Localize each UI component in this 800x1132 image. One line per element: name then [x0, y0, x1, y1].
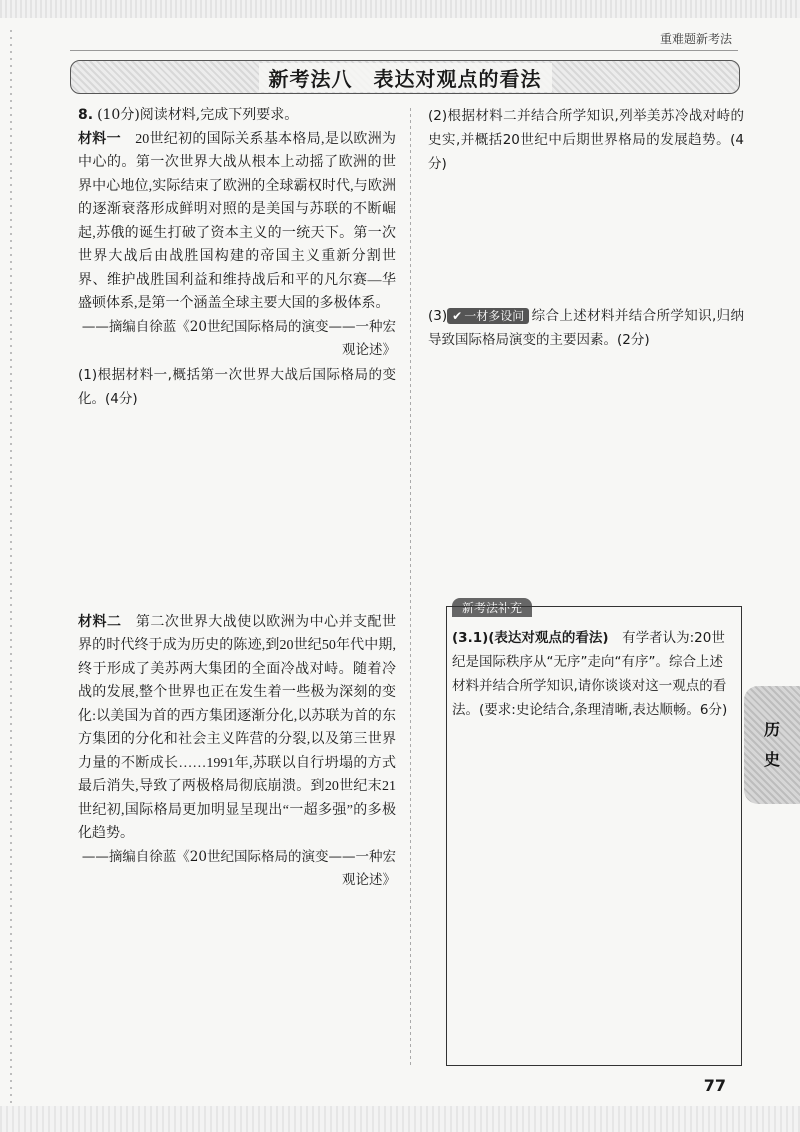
left-column [78, 104, 396, 893]
section-banner [70, 60, 740, 94]
question-intro: (10分)阅读材料,完成下列要求。 [97, 107, 299, 123]
answer-space-1[interactable] [78, 411, 396, 611]
subject-side-tab [744, 686, 800, 804]
material-1 [78, 128, 396, 316]
section-label: 重难题新考法 [659, 32, 732, 46]
question-number: 8. [78, 107, 94, 123]
multi-question-tag-label: 一材多设问 [464, 309, 525, 323]
scan-noise-bottom [0, 1106, 800, 1132]
sub-question-3-prefix: (3) [428, 308, 448, 324]
material-2-label: 材料二 [78, 613, 122, 630]
multi-question-tag [447, 308, 529, 324]
sub-question-3-text: 综合上述材料并结合所学知识,归纳导致国际格局演变的主要因素。(2分) [428, 308, 744, 348]
sub-question-2: (2)根据材料二并结合所学知识,列举美苏冷战对峙的史实,并概括20世纪中后期世界格局的发展趋势。(4分) [428, 108, 744, 172]
page-number: 77 [703, 1076, 726, 1095]
addition-question [452, 626, 734, 722]
binding-edge [10, 30, 12, 1110]
side-tab-char-1: 历 [763, 720, 780, 739]
answer-space-2[interactable] [428, 176, 744, 304]
addition-tab: 新考法补充 [452, 598, 532, 617]
material-1-text: 20世纪初的国际关系基本格局,是以欧洲为中心的。第一次世界大战从根本上动摇了欧洲的世界中心地位,实际结束了欧洲的全球霸权时代,与欧洲的逐渐衰落形成鲜明对照的是美国与苏联的不断崛起,苏俄的诞生打破了资本主义的一统天下。第一次世界大战后由战胜国构建的帝国主义重新分割世界、维护战胜国利益和维持战后和平的凡尔赛—华盛顿体系,是第一个涵盖全球主要大国的多极体系。 [78, 131, 397, 311]
addition-text: 有学者认为:20世纪是国际秩序从“无序”走向“有序”。综合上述材料并结合所学知识,请你谈谈对这一观点的看法。(要求:史论结合,条理清晰,表达顺畅。6分) [452, 630, 728, 718]
scan-noise-top [0, 0, 800, 18]
column-divider [410, 108, 411, 1068]
material-1-label: 材料一 [78, 130, 121, 147]
addition-title: (3.1)(表达对观点的看法) [452, 630, 609, 646]
check-icon: ✔ [452, 309, 463, 323]
side-tab-char-2: 史 [763, 750, 780, 769]
header-rule [70, 50, 738, 51]
material-2 [78, 611, 396, 846]
material-2-text: 第二次世界大战使以欧洲为中心并支配世界的时代终于成为历史的陈迹,到20世纪50年代中期,终于形成了美苏两大集团的全面冷战对峙。随着冷战的发展,整个世界也正在发生着一些极为深刻的变化:以美国为首的西方集团逐渐分化,以苏联为首的东方集团的分化和社会主义阵营的分裂,以及第三世界力量的不断成长……1991年,苏联以自行坍塌的方式最后消失,导致了两极格局彻底崩溃。到20世纪末21世纪初,国际格局更加明显呈现出“一超多强”的多极化趋势。 [78, 614, 397, 841]
right-column [428, 104, 744, 352]
banner-title: 新考法八 表达对观点的看法 [259, 63, 552, 92]
material-1-source: ——摘编自徐蓝《20世纪国际格局的演变——一种宏观论述》 [81, 318, 396, 358]
question-header [78, 104, 396, 128]
sub-question-1: (1)根据材料一,概括第一次世界大战后国际格局的变化。(4分) [78, 366, 396, 407]
material-2-source: ——摘编自徐蓝《20世纪国际格局的演变——一种宏观论述》 [81, 848, 396, 888]
sub-question-3 [428, 304, 744, 352]
